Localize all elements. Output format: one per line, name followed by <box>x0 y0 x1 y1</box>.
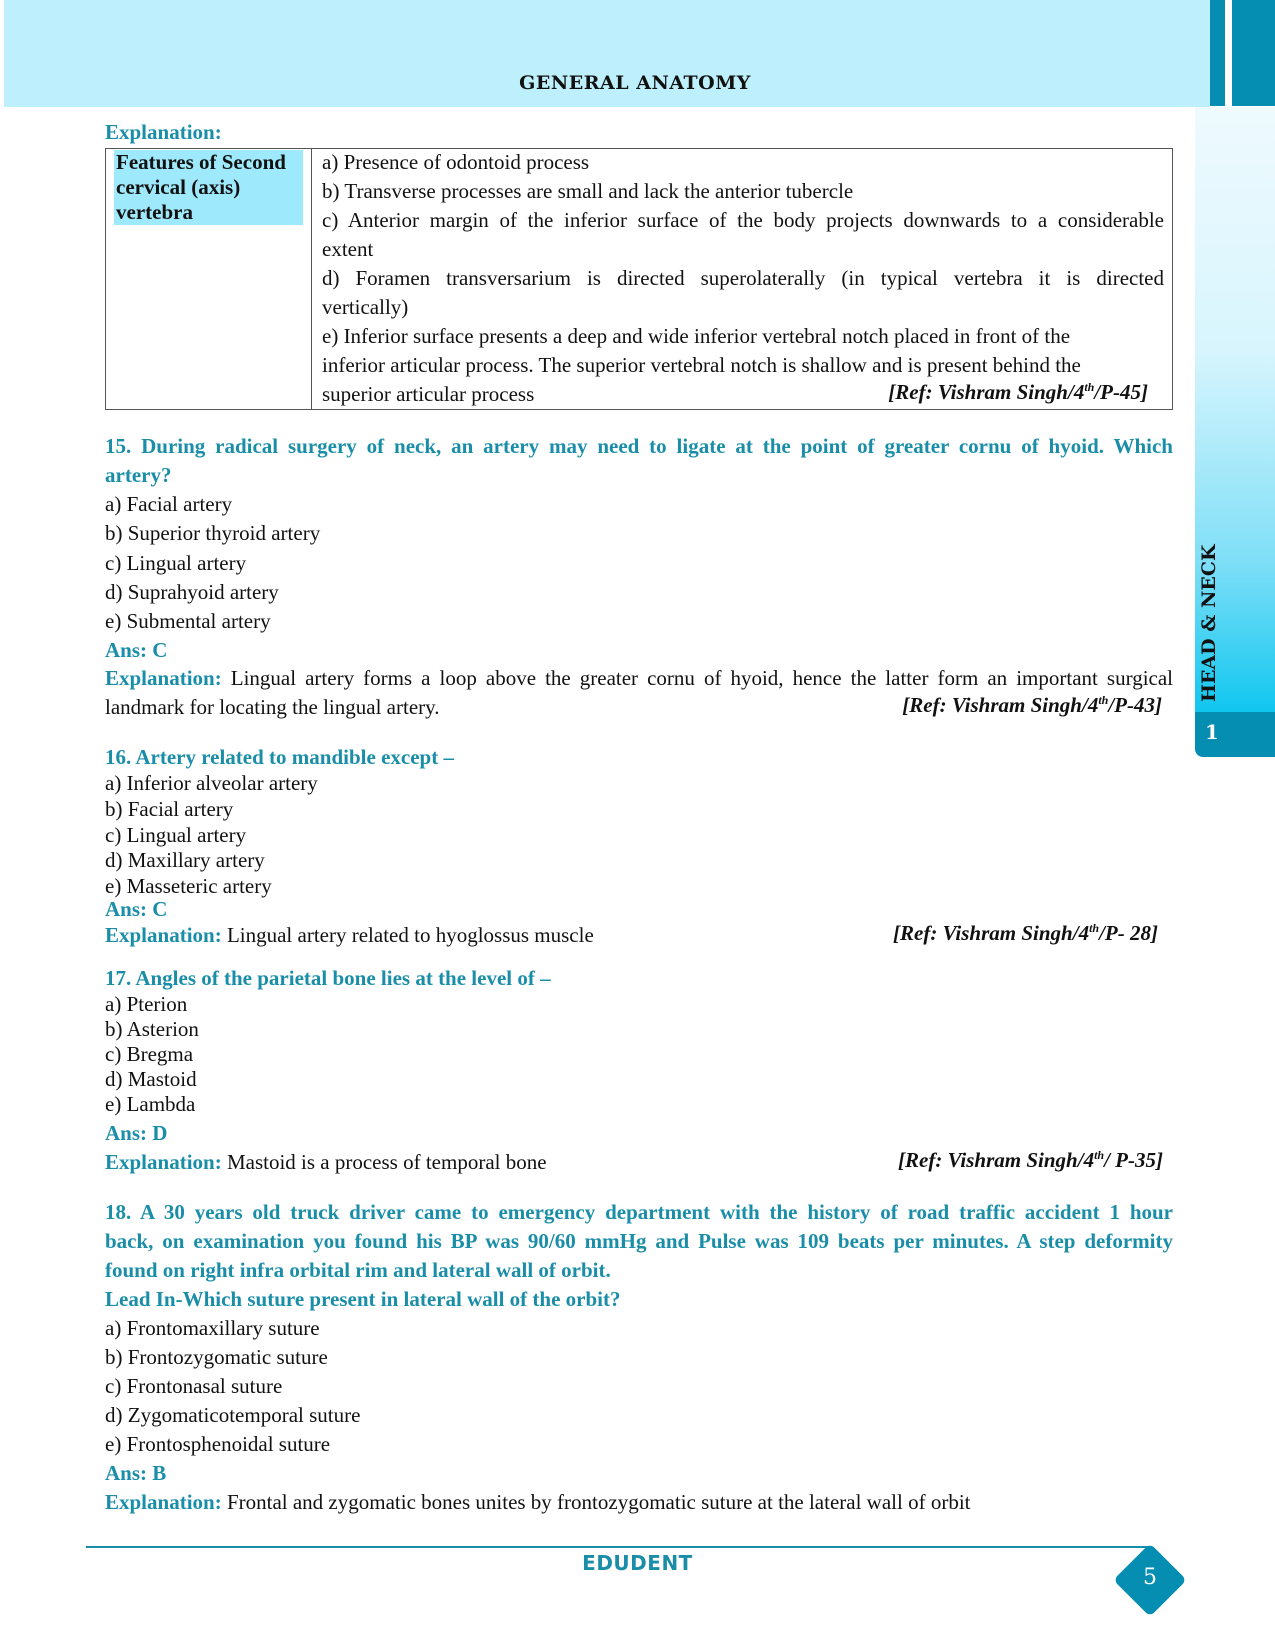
table-feature-line: d) Foramen transversarium is directed superolaterally (in typical vertebra it is directed <box>322 266 1164 290</box>
question-15-line: 15. During radical surgery of neck, an artery may need to ligate at the point of greater cornu of hyoid. Which <box>105 434 1173 458</box>
option: b) Asterion <box>105 1017 199 1041</box>
question-18-line: 18. A 30 years old truck driver came to emergency department with the history of road traffic accident 1 hour <box>105 1200 1173 1224</box>
table-feature-line: inferior articular process. The superior vertebral notch is shallow and is present behind the <box>322 353 1081 377</box>
header-decor-bar-wide <box>1232 0 1275 106</box>
answer: Ans: B <box>105 1461 167 1485</box>
table-feature-line: c) Anterior margin of the inferior surface of the body projects downwards to a considerable <box>322 208 1164 232</box>
option: d) Suprahyoid artery <box>105 580 279 604</box>
question-18-lead-in: Lead In-Which suture present in lateral wall of the orbit? <box>105 1287 621 1311</box>
table-reference: [Ref: Vishram Singh/4th/P-45] <box>888 380 1148 404</box>
option: d) Zygomaticotemporal suture <box>105 1403 361 1427</box>
page-header-title: GENERAL ANATOMY <box>519 72 751 94</box>
table-header-line: vertebra <box>116 200 193 224</box>
question-16: 16. Artery related to mandible except – <box>105 745 454 769</box>
table-feature-line: a) Presence of odontoid process <box>322 150 590 174</box>
option: a) Pterion <box>105 992 188 1016</box>
answer: Ans: D <box>105 1121 168 1145</box>
option: a) Facial artery <box>105 492 233 516</box>
table-feature-line: extent <box>322 237 374 261</box>
reference: [Ref: Vishram Singh/4th/P- 28] <box>893 921 1158 945</box>
option: a) Inferior alveolar artery <box>105 771 318 795</box>
table-header-line: Features of Second <box>116 150 286 174</box>
reference: [Ref: Vishram Singh/4th/ P-35] <box>898 1148 1163 1172</box>
question-18-line: back, on examination you found his BP was 90/60 mmHg and Pulse was 109 beats per minutes. A step deformity <box>105 1229 1173 1253</box>
intro-explanation-label: Explanation: <box>105 120 222 144</box>
explanation: Explanation: Lingual artery forms a loop above the greater cornu of hyoid, hence the latter form an important surgical <box>105 666 1173 690</box>
explanation-continued: landmark for locating the lingual artery. <box>105 695 440 719</box>
footer-divider <box>86 1546 1150 1548</box>
explanation: Explanation: Lingual artery related to hyoglossus muscle <box>105 923 594 947</box>
option: c) Bregma <box>105 1042 194 1066</box>
explanation: Explanation: Frontal and zygomatic bones unites by frontozygomatic suture at the lateral wall of orbit <box>105 1490 971 1514</box>
option: e) Masseteric artery <box>105 874 272 898</box>
explanation: Explanation: Mastoid is a process of temporal bone <box>105 1150 547 1174</box>
option: d) Mastoid <box>105 1067 197 1091</box>
option: e) Lambda <box>105 1092 196 1116</box>
side-tab-number: 1 <box>1205 720 1219 744</box>
option: e) Frontosphenoidal suture <box>105 1432 331 1456</box>
option: d) Maxillary artery <box>105 848 265 872</box>
table-column-divider <box>311 148 312 410</box>
option: b) Facial artery <box>105 797 234 821</box>
header-decor-bar-narrow <box>1210 0 1225 106</box>
table-feature-line: vertically) <box>322 295 409 319</box>
question-17: 17. Angles of the parietal bone lies at the level of – <box>105 966 551 990</box>
option: b) Frontozygomatic suture <box>105 1345 328 1369</box>
question-15-line: artery? <box>105 463 172 487</box>
question-18-line: found on right infra orbital rim and lateral wall of orbit. <box>105 1258 611 1282</box>
answer: Ans: C <box>105 638 168 662</box>
option: b) Superior thyroid artery <box>105 521 321 545</box>
table-feature-line: b) Transverse processes are small and lack the anterior tubercle <box>322 179 854 203</box>
side-tab-label: HEAD & NECK <box>1198 544 1220 702</box>
page-number: 5 <box>1143 1565 1157 1590</box>
answer: Ans: C <box>105 897 168 921</box>
reference: [Ref: Vishram Singh/4th/P-43] <box>902 693 1162 717</box>
option: a) Frontomaxillary suture <box>105 1316 320 1340</box>
table-feature-line: superior articular process <box>322 382 535 406</box>
option: c) Lingual artery <box>105 823 247 847</box>
option: e) Submental artery <box>105 609 271 633</box>
table-header-line: cervical (axis) <box>116 175 241 199</box>
option: c) Frontonasal suture <box>105 1374 283 1398</box>
option: c) Lingual artery <box>105 551 247 575</box>
table-header-cell <box>116 150 306 225</box>
footer-brand-logo: EDUDENT <box>582 1551 693 1575</box>
table-feature-line: e) Inferior surface presents a deep and wide inferior vertebral notch placed in front of the <box>322 324 1071 348</box>
